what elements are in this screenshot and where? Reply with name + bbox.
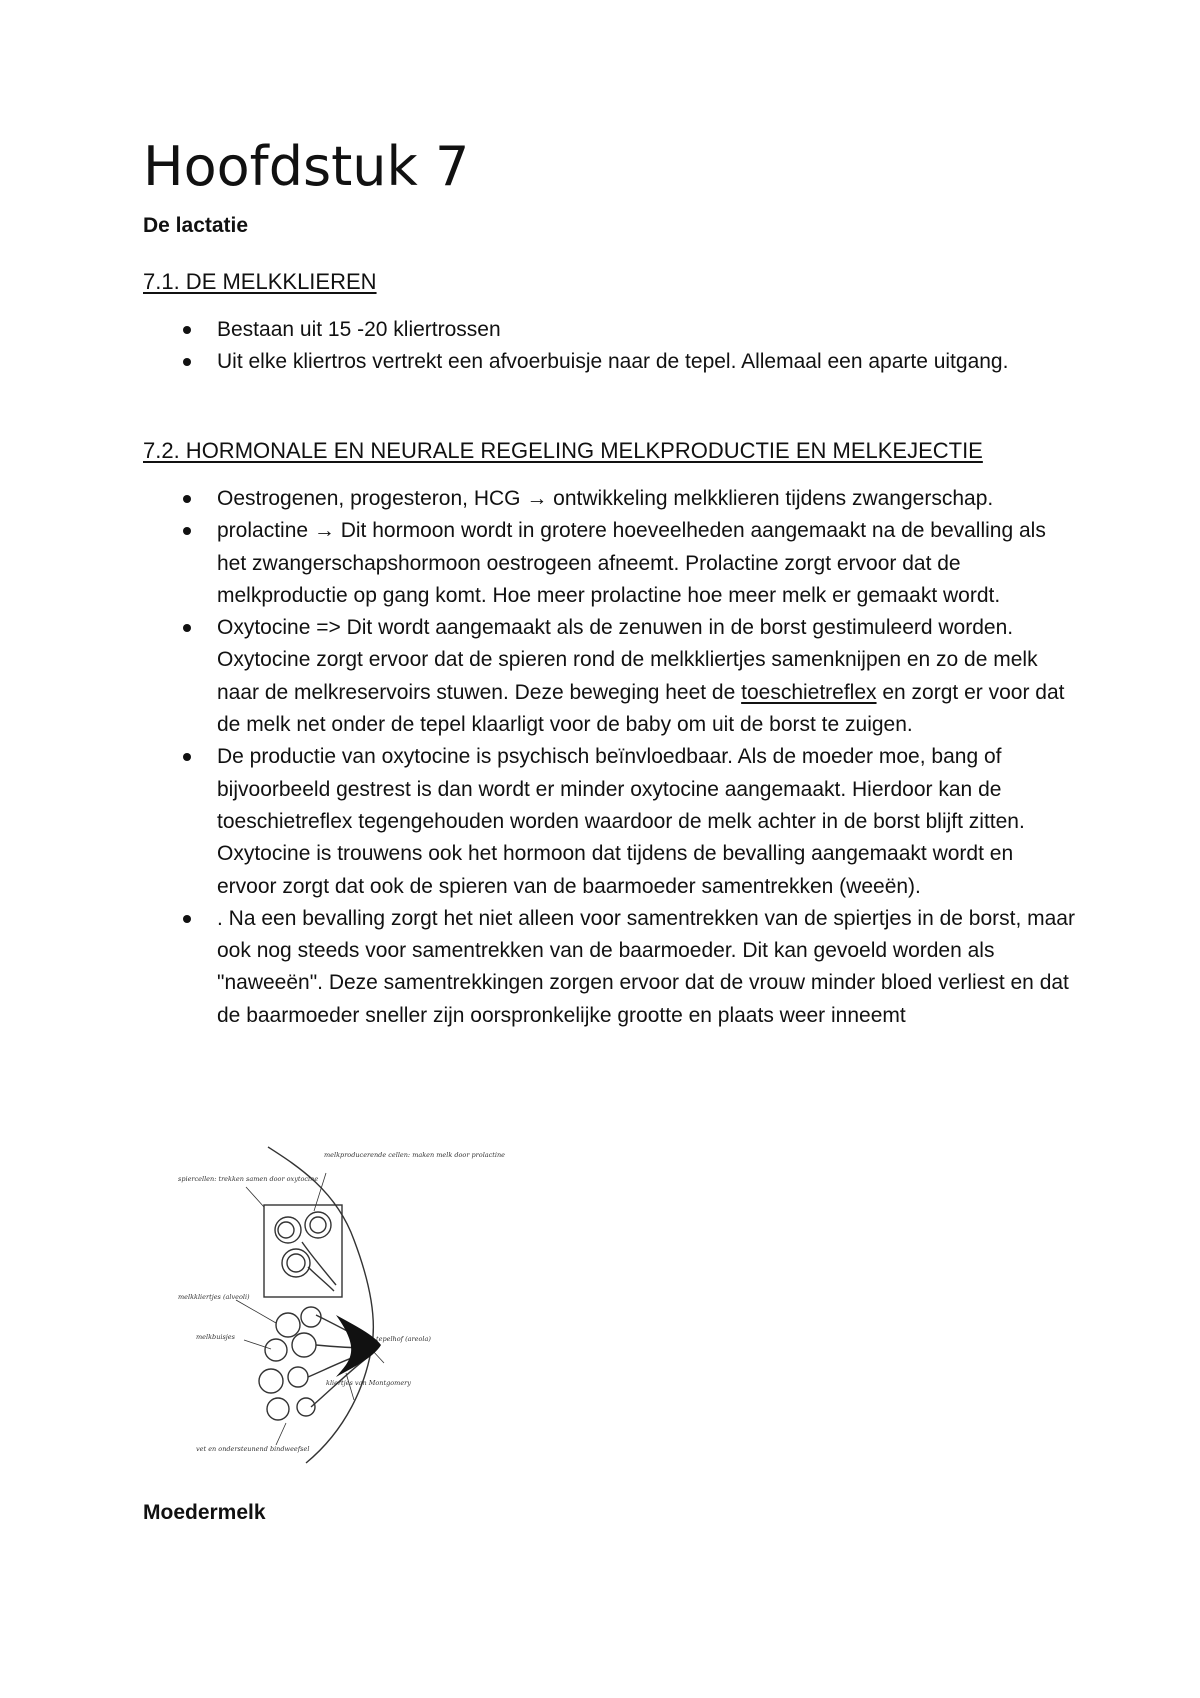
list-item [0,903,1075,1032]
breast-anatomy-illustration [176,1145,506,1475]
bullet-icon [183,358,191,366]
list-item-text: prolactine → Dit hormoon wordt in grotere hoeveelheden aangemaakt na de bevalling als het zwangerschapshormoon oestrogeen afneemt. Prolactine zorgt ervoor dat de melkproductie op gang komt. Hoe meer prolactine hoe meer melk er gemaakt wordt. [217,519,1046,607]
list-item [0,346,1075,378]
breast-anatomy-diagram [176,1145,506,1475]
section-heading-moedermelk: Moedermelk [143,1501,266,1524]
list-item-text: De productie van oxytocine is psychisch beïnvloedbaar. Als de moeder moe, bang of bijvoorbeeld gestrest is dan wordt er minder oxytocine aangemaakt. Hierdoor kan de toeschietreflex tegengehouden worden waardoor de melk achter in de borst blijft zitten. Oxytocine is trouwens ook het hormoon dat tijdens de bevalling aangemaakt wordt en ervoor zorgt dat ook de spieren van de baarmoeder samentrekken (weeën). [217,745,1025,898]
underlined-term: toeschietreflex [741,680,877,704]
list-item-text: Uit elke kliertros vertrekt een afvoerbuisje naar de tepel. Allemaal een aparte uitgang. [217,350,1009,374]
label-melkbuisjes: melkbuisjes [196,1333,235,1341]
text-run: en zorgt er voor dat de melk net onder de tepel klaarligt voor de baby om uit de borst te zuigen. [217,680,1065,737]
list-item [0,612,1075,741]
bullet-icon [183,624,191,632]
bullet-icon [183,495,191,503]
list-item [0,741,1075,902]
bullet-list-regeling [0,483,1075,1032]
label-melkkliertjes: melkkliertjes (alveoli) [178,1293,250,1301]
bullet-icon [183,326,191,334]
section-heading-melkklieren: 7.1. DE MELKKLIEREN [143,269,377,294]
bullet-icon [183,915,191,923]
page-subtitle: De lactatie [143,214,249,237]
text-run: Oxytocine => Dit wordt aangemaakt als de zenuwen in de borst gestimuleerd worden. Oxytocine zorgt ervoor dat de spieren rond de melkkliertjes samenknijpen en zo de melk naar de melkreservoirs stuwen. Deze beweging heet de [217,616,1038,704]
label-spiercellen: spiercellen: trekken samen door oxytocine [178,1175,319,1183]
list-item-text [217,616,1064,736]
label-bindweefsel: vet en ondersteunend bindweefsel [196,1445,310,1453]
label-tepelhof: tepelhof (areola) [376,1335,431,1343]
list-item-text: Oestrogenen, progesteron, HCG → ontwikkeling melkklieren tijdens zwangerschap. [217,487,994,510]
bullet-list-melkklieren [0,314,1075,379]
bullet-icon [183,527,191,535]
label-montgomery: kliertjes van Montgomery [326,1379,411,1387]
label-melkproducerende-cellen: melkproducerende cellen: maken melk door prolactine [324,1151,506,1159]
list-item [0,483,1075,515]
page-title: Hoofdstuk 7 [143,135,470,198]
list-item [0,314,1075,346]
bullet-icon [183,753,191,761]
list-item [0,515,1075,612]
section-heading-regeling: 7.2. HORMONALE EN NEURALE REGELING MELKPRODUCTIE EN MELKEJECTIE [143,438,983,463]
list-item-text: . Na een bevalling zorgt het niet alleen voor samentrekken van de spiertjes in de borst, maar ook nog steeds voor samentrekken van de baarmoeder. Dit kan gevoeld worden als "naweeën". Deze samentrekkingen zorgen ervoor dat de vrouw minder bloed verliest en dat de baarmoeder sneller zijn oorspronkelijke grootte en plaats weer inneemt [217,906,1075,1027]
list-item-text: Bestaan uit 15 -20 kliertrossen [217,318,501,341]
